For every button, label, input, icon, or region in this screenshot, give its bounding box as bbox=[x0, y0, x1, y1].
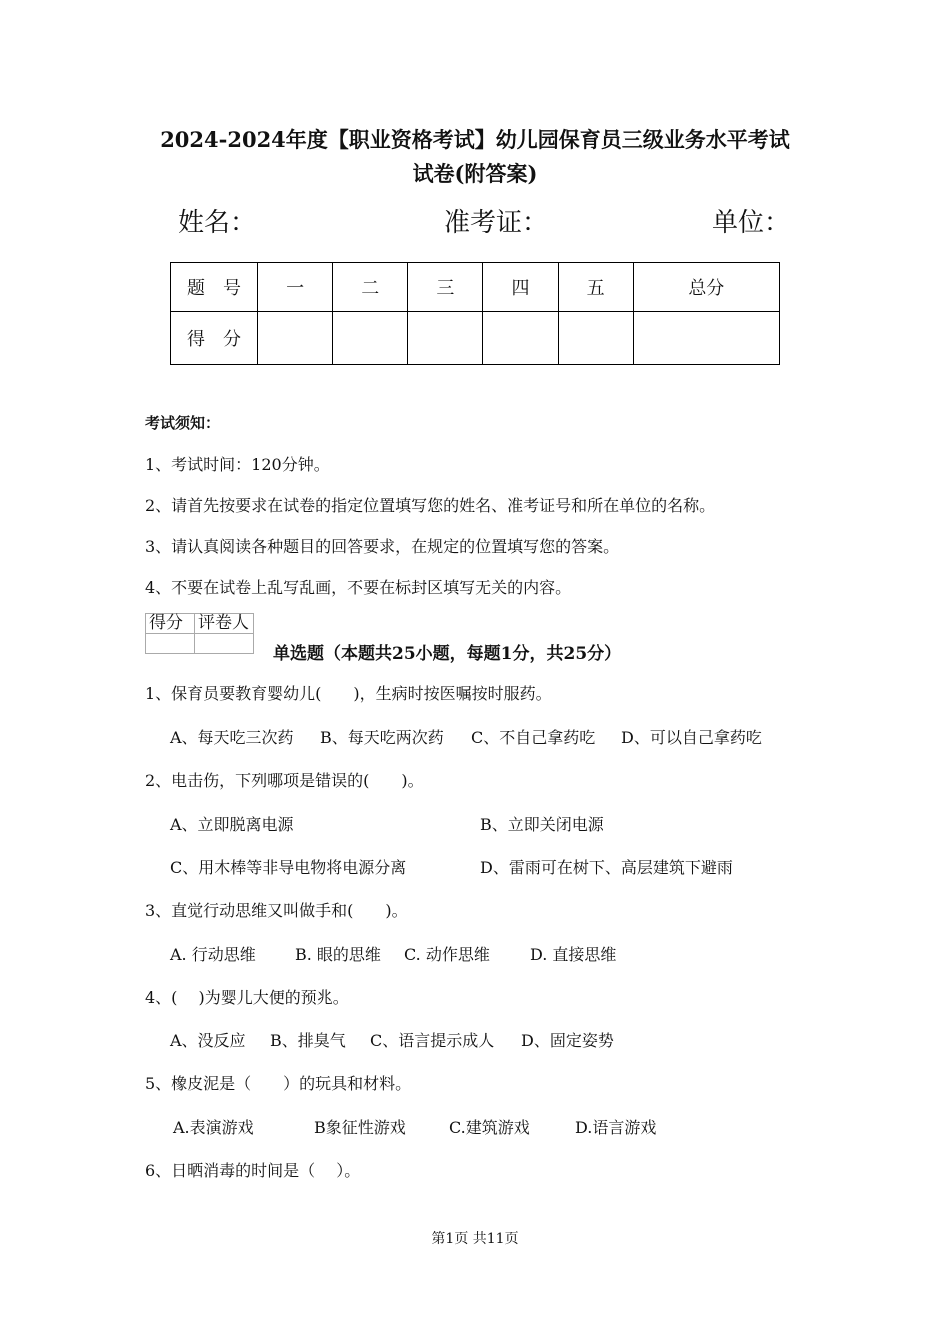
page-number-footer: 第1页 共11页 bbox=[431, 1231, 519, 1247]
question-option: B象征性游戏 bbox=[314, 1118, 406, 1137]
column-header: 四 bbox=[483, 263, 558, 312]
score-table-header-row bbox=[171, 263, 780, 312]
row-label-question-number: 题 号 bbox=[171, 263, 258, 312]
grader-reviewer-cell[interactable] bbox=[195, 634, 254, 654]
section-title: 单选题（本题共25小题，每题1分，共25分） bbox=[273, 644, 622, 664]
question-option: A. 行动思维 bbox=[170, 945, 256, 964]
question-option: C、语言提示成人 bbox=[370, 1031, 495, 1050]
question-option: C、用木棒等非导电物将电源分离 bbox=[170, 858, 407, 877]
score-cell[interactable] bbox=[258, 312, 333, 365]
notice-item: 2、请首先按要求在试卷的指定位置填写您的姓名、准考证号和所在单位的名称。 bbox=[145, 496, 716, 515]
question-stem: 5、橡皮泥是（ ）的玩具和材料。 bbox=[145, 1074, 412, 1093]
column-header: 二 bbox=[333, 263, 408, 312]
candidate-fields bbox=[178, 202, 791, 238]
score-cell[interactable] bbox=[558, 312, 633, 365]
grader-score-label: 得分 bbox=[146, 614, 195, 634]
question-option: B、每天吃两次药 bbox=[320, 728, 444, 747]
grader-box bbox=[145, 613, 254, 654]
question-option: D、雷雨可在树下、高层建筑下避雨 bbox=[480, 858, 733, 877]
question-stem: 2、电击伤，下列哪项是错误的( )。 bbox=[145, 771, 424, 790]
question-option: D、固定姿势 bbox=[521, 1031, 614, 1050]
question-stem: 6、日晒消毒的时间是（ ）。 bbox=[145, 1161, 361, 1180]
exam-id-label: 准考证： bbox=[444, 208, 549, 238]
column-header: 一 bbox=[258, 263, 333, 312]
grader-score-cell[interactable] bbox=[146, 634, 195, 654]
column-header: 五 bbox=[558, 263, 633, 312]
question-option: C. 动作思维 bbox=[404, 945, 490, 964]
score-cell[interactable] bbox=[483, 312, 558, 365]
score-table bbox=[170, 262, 780, 365]
question-stem: 1、保育员要教育婴幼儿( )，生病时按医嘱按时服药。 bbox=[145, 684, 552, 703]
question-option: B. 眼的思维 bbox=[295, 945, 381, 964]
row-label-score: 得 分 bbox=[171, 312, 258, 365]
notice-item: 3、请认真阅读各种题目的回答要求，在规定的位置填写您的答案。 bbox=[145, 537, 620, 556]
question-option: D. 直接思维 bbox=[530, 945, 617, 964]
question-option: C.建筑游戏 bbox=[449, 1118, 530, 1137]
question-stem: 4、( )为婴儿大便的预兆。 bbox=[145, 988, 349, 1007]
question-option: A、没反应 bbox=[170, 1031, 246, 1050]
column-header-total: 总分 bbox=[633, 263, 779, 312]
question-option: B、排臭气 bbox=[270, 1031, 346, 1050]
question-option: D.语言游戏 bbox=[575, 1118, 657, 1137]
question-option: D、可以自己拿药吃 bbox=[621, 728, 762, 747]
grader-reviewer-label: 评卷人 bbox=[195, 614, 254, 634]
question-option: A、立即脱离电源 bbox=[170, 815, 294, 834]
score-cell[interactable] bbox=[333, 312, 408, 365]
notice-heading: 考试须知： bbox=[145, 414, 221, 432]
notice-item: 1、考试时间：120分钟。 bbox=[145, 455, 330, 474]
notice-item: 4、不要在试卷上乱写乱画，不要在标封区填写无关的内容。 bbox=[145, 578, 572, 597]
exam-title-line2: 试卷(附答案) bbox=[412, 161, 538, 186]
question-option: A、每天吃三次药 bbox=[170, 728, 294, 747]
column-header: 三 bbox=[408, 263, 483, 312]
unit-label: 单位： bbox=[712, 208, 791, 238]
score-cell-total[interactable] bbox=[633, 312, 779, 365]
question-option: A.表演游戏 bbox=[173, 1118, 254, 1137]
name-label: 姓名： bbox=[178, 208, 257, 238]
question-stem: 3、直觉行动思维又叫做手和( )。 bbox=[145, 901, 408, 920]
score-table-score-row bbox=[171, 312, 780, 365]
exam-title-line1: 2024-2024年度【职业资格考试】幼儿园保育员三级业务水平考试 bbox=[160, 127, 790, 152]
question-option: B、立即关闭电源 bbox=[480, 815, 604, 834]
question-option: C、不自己拿药吃 bbox=[471, 728, 596, 747]
score-cell[interactable] bbox=[408, 312, 483, 365]
